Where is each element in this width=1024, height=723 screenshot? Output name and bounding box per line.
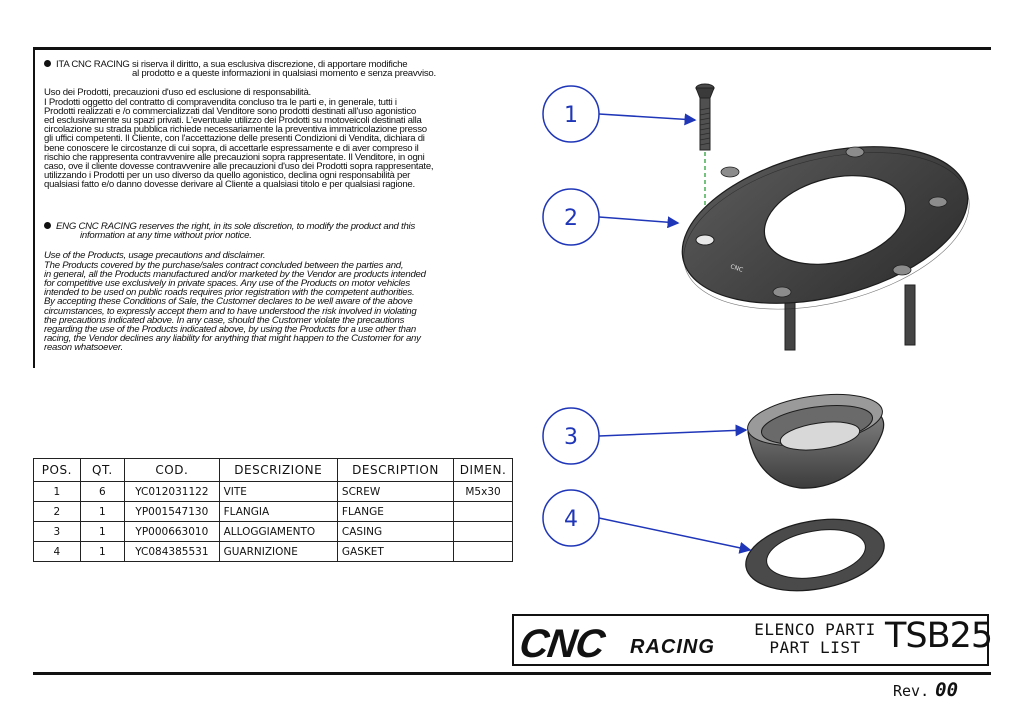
ita-body: [44, 98, 444, 190]
bullet-icon: [44, 60, 51, 67]
table-header-row: [34, 459, 513, 482]
disclaimer-ita: [44, 60, 444, 190]
disclaimer-line: caso, ove il cliente dovesse contravvenire alle precauzioni d'uso dei Prodotti sopra rappresentate,: [44, 161, 434, 173]
disclaimer-line: circolazione su strada pubblica richiede necessariamente la preventiva immatricolazione presso: [44, 124, 427, 136]
cell-description: SCREW: [337, 482, 453, 502]
disclaimer-line: circumstances, to expressly accept them and to have understood the risk involved in violating: [44, 305, 417, 317]
table-row: [34, 542, 513, 562]
cell-description: CASING: [337, 522, 453, 542]
cell-pos: 1: [34, 482, 81, 502]
disclaimer-line: qualsiasi fatto e/o danno dovesse derivare al Cliente a qualsiasi titolo e per qualsiasi ragione.: [44, 179, 415, 191]
disclaimer-line: I Prodotti oggetto del contratto di compravendita concluso tra le parti e, in generale, tutti i: [44, 96, 397, 108]
col-qt: QT.: [80, 459, 124, 482]
title-en: PART LIST: [769, 638, 861, 657]
flange-part: [666, 120, 986, 350]
callout-leader-4: [599, 518, 750, 550]
gasket-part: [740, 509, 890, 600]
cell-dimen: [454, 502, 513, 522]
disclaimer-line: The Products covered by the purchase/sales contract concluded between the parties and,: [44, 259, 404, 271]
cell-dimen: M5x30: [454, 482, 513, 502]
col-descrizione: DESCRIZIONE: [219, 459, 337, 482]
table-row: [34, 502, 513, 522]
exploded-view-drawing: [520, 60, 1000, 600]
cell-pos: 2: [34, 502, 81, 522]
disclaimer-line: the precautions indicated above. In any case, should the Customer violate the precautions: [44, 314, 405, 326]
table-row: [34, 482, 513, 502]
table-row: [34, 522, 513, 542]
col-dimen: DIMEN.: [454, 459, 513, 482]
cell-descrizione: ALLOGGIAMENTO: [219, 522, 337, 542]
product-code: TSB25: [885, 616, 993, 656]
title-it: ELENCO PARTI: [754, 620, 876, 639]
cell-descrizione: FLANGIA: [219, 502, 337, 522]
col-pos: POS.: [34, 459, 81, 482]
disclaimer-line: utilizzando i Prodotti per un uso diverso da quello agonistico, declina ogni responsabilità per: [44, 170, 411, 182]
disclaimer-line: gli uffici competenti. Il Cliente, con l'accettazione delle presenti Condizioni di Vendita, dichiara di: [44, 133, 425, 145]
callout-number-1: 1: [564, 103, 578, 128]
cell-cod: YP000663010: [125, 522, 220, 542]
eng-header-line1: ENG CNC RACING reserves the right, in its sole discretion, to modify the product and this: [56, 221, 415, 232]
cell-qt: 1: [80, 542, 124, 562]
callout-number-4: 4: [564, 507, 578, 532]
col-description: DESCRIPTION: [337, 459, 453, 482]
eng-body: [44, 261, 444, 353]
disclaimer-line: rischio che rappresenta contravvenire alle precauzioni sopra rappresentate. Il Venditore, in ogni: [44, 151, 425, 163]
ita-header-line2: al prodotto e a queste informazioni in qualsiasi momento e senza preavviso.: [132, 68, 436, 80]
disclaimer-line: in general, all the Products manufactured and/or marketed by the Vendor are products intended: [44, 268, 426, 280]
ita-header-line1: ITA CNC RACING si riserva il diritto, a sua esclusiva discrezione, di apportare modifiche: [56, 59, 408, 70]
cell-dimen: [454, 522, 513, 542]
callout-number-3: 3: [564, 425, 578, 450]
disclaimer-line: intended to be used on public roads requires prior registration with the competent authorities.: [44, 287, 415, 299]
disclaimer-line: for competitive use exclusively in private spaces. Any use of the Products on motor vehicles: [44, 278, 410, 290]
callout-leader-3: [599, 430, 746, 436]
cell-qt: 6: [80, 482, 124, 502]
cnc-logo: CNC: [516, 622, 607, 666]
disclaimer-line: regarding the use of the Products indicated above, by using the Products for a use other than: [44, 324, 416, 336]
cell-description: FLANGE: [337, 502, 453, 522]
cell-dimen: [454, 542, 513, 562]
disclaimer-line: racing, the Vendor declines any liability for anything that might happen to the Customer for any: [44, 333, 421, 345]
parts-table: [33, 458, 513, 562]
disclaimer-line: Prodotti realizzati e /o commercializzati dal Venditore sono prodotti destinati all'uso agonistico: [44, 105, 416, 117]
eng-title: Use of the Products, usage precautions and disclaimer.: [44, 250, 266, 262]
cell-cod: YC012031122: [125, 482, 220, 502]
callout-leader-2: [599, 217, 678, 223]
disclaimer-eng: [44, 222, 444, 353]
disclaimer-line: reason whatsoever.: [44, 342, 123, 354]
cell-qt: 1: [80, 522, 124, 542]
callout-leader-1: [599, 114, 695, 120]
disclaimer-line: ed esclusivamente su spazi privati. L'eventuale utilizzo dei Prodotti su motoveicoli destinati alla: [44, 115, 422, 127]
cell-cod: YC084385531: [125, 542, 220, 562]
flange-marking: CNC: [729, 263, 744, 274]
cell-description: GASKET: [337, 542, 453, 562]
cell-cod: YP001547130: [125, 502, 220, 522]
disclaimer-line: bene conoscere le circostanze di cui sopra, di accettarle espressamente e di aver compreso il: [44, 142, 419, 154]
racing-logo: RACING: [630, 636, 715, 658]
cell-pos: 4: [34, 542, 81, 562]
bullet-icon: [44, 222, 51, 229]
left-border: [33, 50, 35, 368]
cell-pos: 3: [34, 522, 81, 542]
cell-descrizione: VITE: [219, 482, 337, 502]
casing-part: [744, 387, 885, 488]
eng-header-line2: information at any time without prior notice.: [80, 230, 252, 242]
disclaimer-line: By accepting these Conditions of Sale, the Customer declares to be well aware of the above: [44, 296, 413, 308]
screw-part: [696, 84, 714, 150]
document-title: [750, 621, 880, 657]
rev-value: 00: [935, 679, 959, 701]
revision: [893, 679, 958, 701]
bottom-border: [33, 672, 991, 675]
callout-number-2: 2: [564, 206, 578, 231]
top-border: [33, 47, 991, 50]
cell-qt: 1: [80, 502, 124, 522]
cell-descrizione: GUARNIZIONE: [219, 542, 337, 562]
rev-label: Rev.: [893, 682, 930, 700]
col-cod: COD.: [125, 459, 220, 482]
ita-title: Uso dei Prodotti, precauzioni d'uso ed esclusione di responsabilità.: [44, 87, 311, 99]
